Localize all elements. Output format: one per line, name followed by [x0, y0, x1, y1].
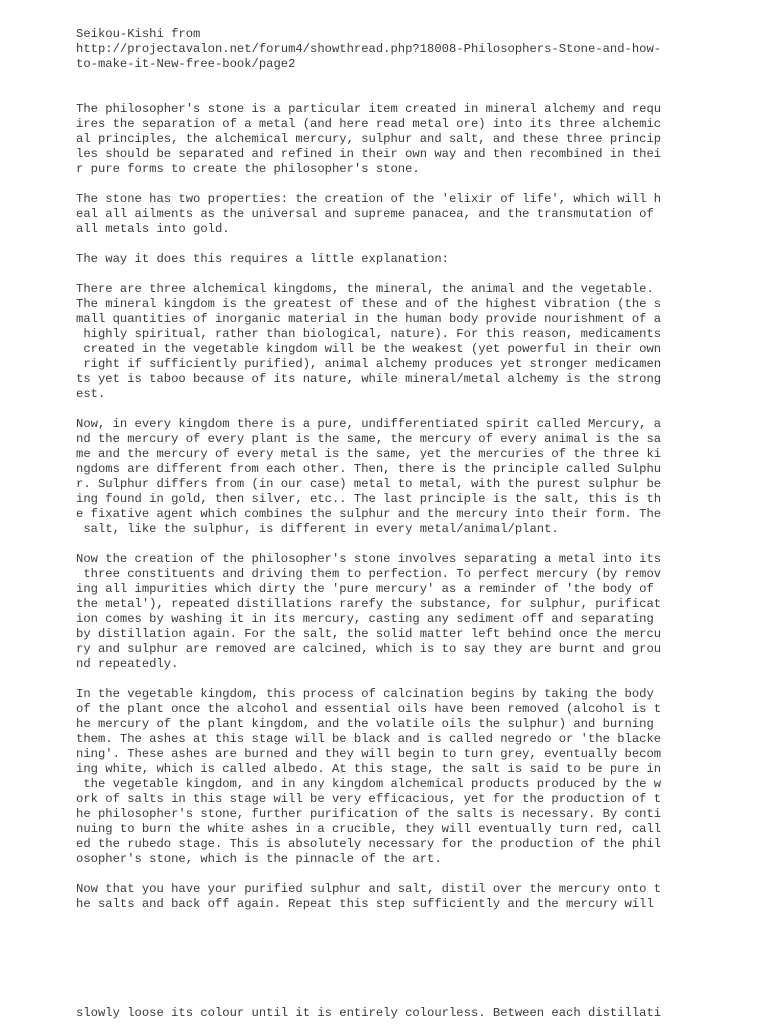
text-line: The mineral kingdom is the greatest of these and of the highest vibration (the s [76, 297, 662, 311]
text-line: There are three alchemical kingdoms, the mineral, the animal and the vegetable. [76, 282, 654, 296]
text-line: The philosopher's stone is a particular item created in mineral alchemy and requ [76, 102, 662, 116]
text-line: nd repeatedly. [76, 657, 179, 671]
source-header [76, 27, 676, 72]
text-line: ires the separation of a metal (and here read metal ore) into its three alchemic [76, 117, 662, 131]
text-line: three constituents and driving them to perfection. To perfect mercury (by remov [76, 567, 662, 581]
text-line: them. The ashes at this stage will be black and is called negredo or 'the blacke [76, 732, 662, 746]
text-line: mall quantities of inorganic material in the human body provide nourishment of a [76, 312, 662, 326]
text-line: les should be separated and refined in their own way and then recombined in thei [76, 147, 662, 161]
text-line: of the plant once the alcohol and essential oils have been removed (alcohol is t [76, 702, 662, 716]
paragraph [76, 192, 676, 237]
text-line: est. [76, 387, 106, 401]
text-line: ing all impurities which dirty the 'pure mercury' as a reminder of 'the body of [76, 582, 654, 596]
text-line: ork of salts in this stage will be very efficacious, yet for the production of t [76, 792, 662, 806]
text-line: salt, like the sulphur, is different in every metal/animal/plant. [76, 522, 559, 536]
text-line: Now that you have your purified sulphur and salt, distil over the mercury onto t [76, 882, 662, 896]
text-line: ngdoms are different from each other. Then, there is the principle called Sulphu [76, 462, 662, 476]
document-body [76, 27, 676, 912]
text-line: ning'. These ashes are burned and they will begin to turn grey, eventually becom [76, 747, 662, 761]
text-line: osopher's stone, which is the pinnacle of the art. [76, 852, 442, 866]
text-line: nd the mercury of every plant is the same, the mercury of every animal is the sa [76, 432, 662, 446]
text-line: me and the mercury of every metal is the same, yet the mercuries of the three ki [76, 447, 662, 461]
text-line: right if sufficiently purified), animal alchemy produces yet stronger medicamen [76, 357, 662, 371]
text-line: the vegetable kingdom, and in any kingdom alchemical products produced by the w [76, 777, 662, 791]
text-line: all metals into gold. [76, 222, 230, 236]
text-line: r. Sulphur differs from (in our case) metal to metal, with the purest sulphur be [76, 477, 662, 491]
text-line: by distillation again. For the salt, the solid matter left behind once the mercu [76, 627, 662, 641]
text-line: Now the creation of the philosopher's stone involves separating a metal into its [76, 552, 662, 566]
paragraph [76, 687, 676, 867]
text-line: r pure forms to create the philosopher's stone. [76, 162, 420, 176]
paragraph [76, 417, 676, 537]
text-line: highly spiritual, rather than biological, nature). For this reason, medicaments [76, 327, 662, 341]
source-url: to-make-it-New-free-book/page2 [76, 57, 296, 71]
paragraph [76, 552, 676, 672]
text-line: the metal'), repeated distillations rarefy the substance, for sulphur, purificat [76, 597, 662, 611]
text-line: The stone has two properties: the creation of the 'elixir of life', which will h [76, 192, 662, 206]
text-line: created in the vegetable kingdom will be the weakest (yet powerful in their own [76, 342, 662, 356]
text-line: The way it does this requires a little explanation: [76, 252, 449, 266]
text-line: ion comes by washing it in its mercury, casting any sediment off and separating [76, 612, 654, 626]
text-line: ing found in gold, then silver, etc.. The last principle is the salt, this is th [76, 492, 662, 506]
text-line: al principles, the alchemical mercury, sulphur and salt, and these three princip [76, 132, 662, 146]
text-line: he salts and back off again. Repeat this step sufficiently and the mercury will [76, 897, 654, 911]
text-line: he philosopher's stone, further purification of the salts is necessary. By conti [76, 807, 662, 821]
text-line: In the vegetable kingdom, this process of calcination begins by taking the body [76, 687, 654, 701]
text-line: ing white, which is called albedo. At this stage, the salt is said to be pure in [76, 762, 662, 776]
paragraph [76, 882, 676, 912]
header-line: Seikou-Kishi from [76, 27, 201, 41]
text-line: e fixative agent which combines the sulphur and the mercury into their form. The [76, 507, 662, 521]
text-line: ts yet is taboo because of its nature, while mineral/metal alchemy is the strong [76, 372, 662, 386]
text-line: Now, in every kingdom there is a pure, undifferentiated spirit called Mercury, a [76, 417, 662, 431]
paragraph [76, 102, 676, 177]
text-line: he mercury of the plant kingdom, and the volatile oils the sulphur) and burning [76, 717, 654, 731]
paragraph [76, 282, 676, 402]
page-bottom-line: slowly loose its colour until it is entirely colourless. Between each distillati [76, 1006, 662, 1020]
text-line: nuing to burn the white ashes in a crucible, they will eventually turn red, call [76, 822, 662, 836]
paragraph [76, 252, 676, 267]
source-url: http://projectavalon.net/forum4/showthread.php?18008-Philosophers-Stone-and-how- [76, 42, 662, 56]
text-line: ry and sulphur are removed are calcined, which is to say they are burnt and grou [76, 642, 662, 656]
text-line: eal all ailments as the universal and supreme panacea, and the transmutation of [76, 207, 654, 221]
text-line: ed the rubedo stage. This is absolutely necessary for the production of the phil [76, 837, 662, 851]
